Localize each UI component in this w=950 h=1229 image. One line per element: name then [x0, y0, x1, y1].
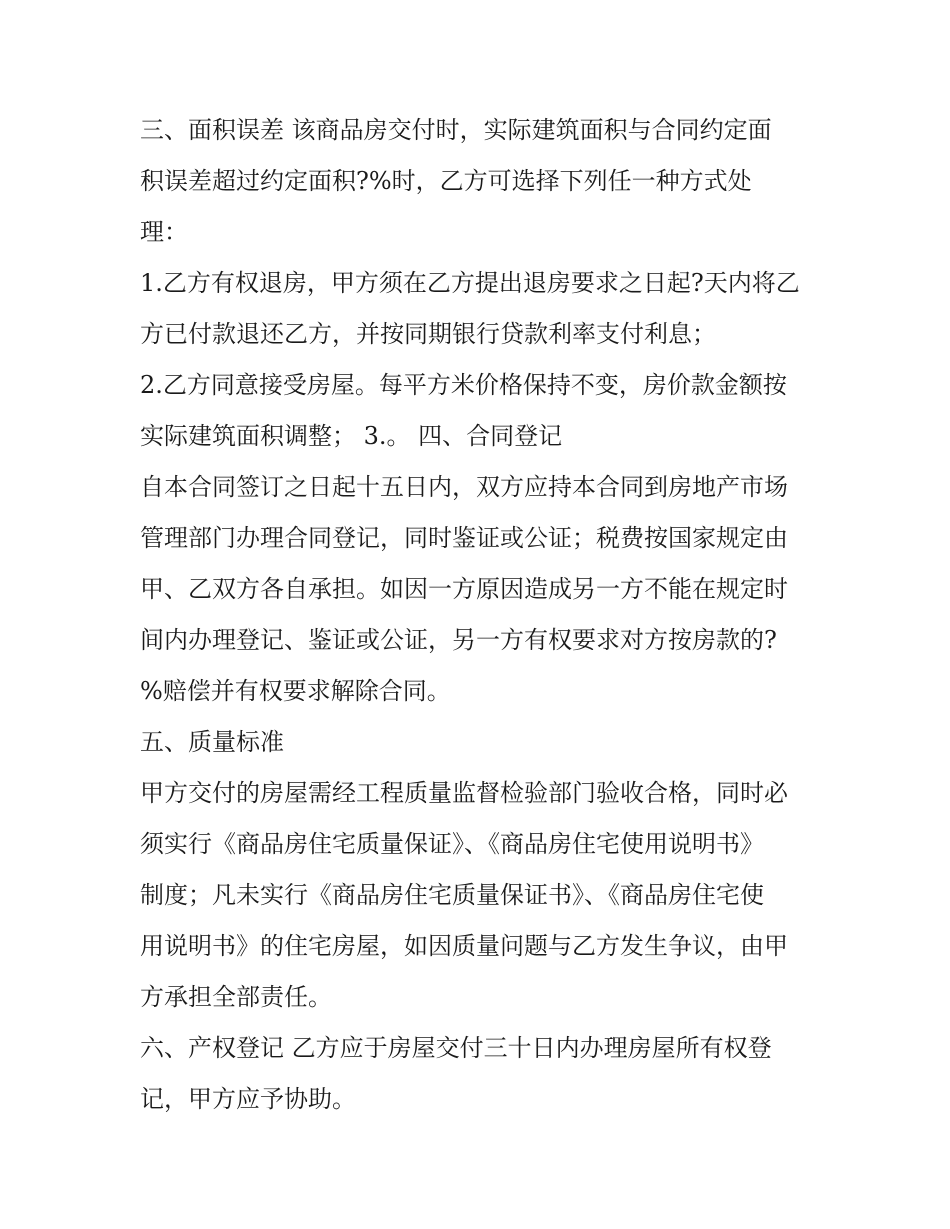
section-6-heading-line: 六、产权登记 乙方应于房屋交付三十日内办理房屋所有权登: [140, 1034, 772, 1062]
body-text-line: 记，甲方应予协助。: [140, 1085, 356, 1113]
list-item-1-line: 1.乙方有权退房，甲方须在乙方提出退房要求之日起?天内将乙: [140, 269, 800, 297]
body-text-line: 间内办理登记、鉴证或公证，另一方有权要求对方按房款的?: [140, 626, 777, 654]
body-text-line: 须实行《商品房住宅质量保证》、《商品房住宅使用说明书》: [140, 830, 764, 858]
body-text-line: 方已付款退还乙方，并按同期银行贷款利率支付利息；: [140, 320, 716, 348]
body-text-line: 自本合同签订之日起十五日内，双方应持本合同到房地产市场: [140, 473, 788, 501]
body-text-line: 积误差超过约定面积?%时，乙方可选择下列任一种方式处: [140, 167, 752, 195]
section-4-heading-line: 实际建筑面积调整； 3.。 四、合同登记: [140, 422, 563, 450]
document-page: [140, 105, 820, 1125]
body-text-line: 制度；凡未实行《商品房住宅质量保证书》、《商品房住宅使: [140, 881, 764, 909]
list-item-2-line: 2.乙方同意接受房屋。每平方米价格保持不变，房价款金额按: [140, 371, 787, 399]
body-text-line: 方承担全部责任。: [140, 983, 332, 1011]
body-text-line: 理：: [140, 218, 188, 246]
section-5-heading: 五、质量标准: [140, 728, 284, 756]
body-text-line: %赔偿并有权要求解除合同。: [140, 677, 451, 705]
body-text-line: 管理部门办理合同登记，同时鉴证或公证；税费按国家规定由: [140, 524, 788, 552]
section-3-heading-line: 三、面积误差 该商品房交付时，实际建筑面积与合同约定面: [140, 116, 772, 144]
body-text-line: 用说明书》的住宅房屋，如因质量问题与乙方发生争议，由甲: [140, 932, 788, 960]
body-text-line: 甲、乙双方各自承担。如因一方原因造成另一方不能在规定时: [140, 575, 788, 603]
body-text-line: 甲方交付的房屋需经工程质量监督检验部门验收合格，同时必: [140, 779, 788, 807]
